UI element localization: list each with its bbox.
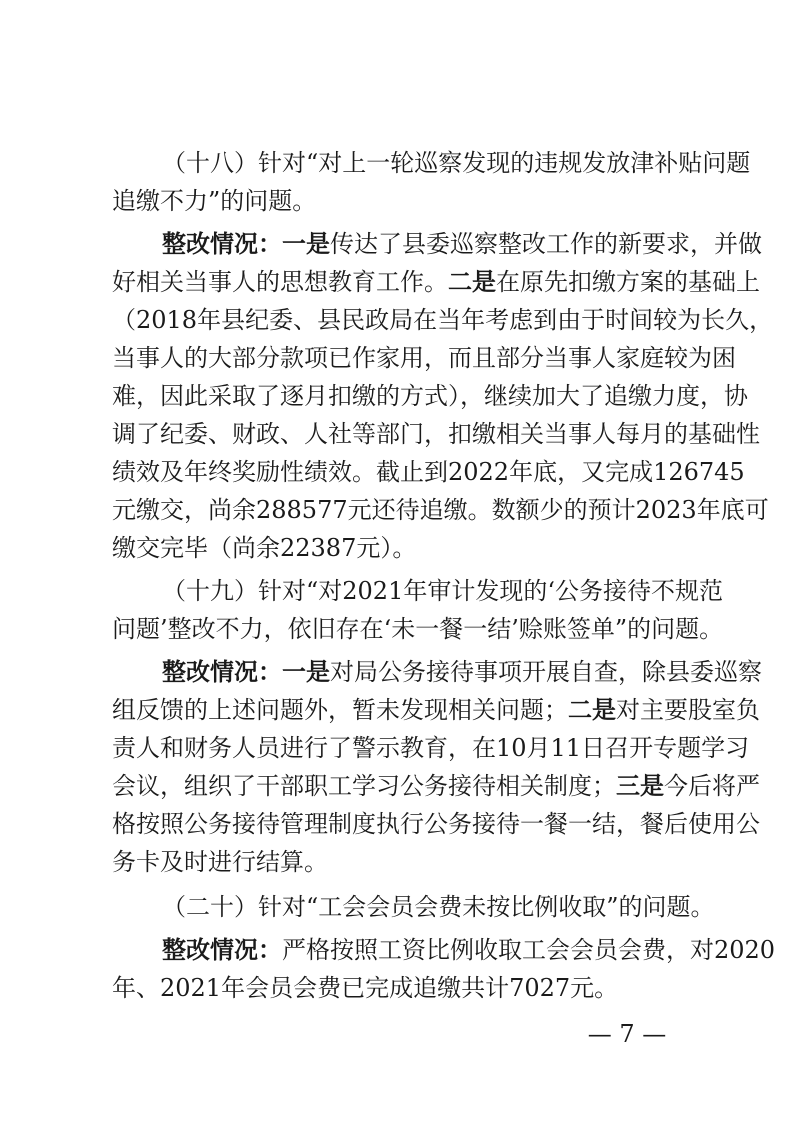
text-run: 当事人的大部分款项已作家用，而且部分当事人家庭较为困 <box>112 344 736 372</box>
text-run: 责人和财务人员进行了警示教育，在10月11日召开专题学习 <box>112 734 750 762</box>
text-run: 格按照公务接待管理制度执行公务接待一餐一结，餐后使用公 <box>112 810 760 838</box>
text-run: 追缴不力”的问题。 <box>112 187 317 215</box>
bold-label: 整改情况： <box>162 935 282 964</box>
paragraph-2-line-2 <box>112 264 760 300</box>
paragraph-1-line-2 <box>112 183 692 219</box>
bold-label: 整改情况： <box>162 229 282 258</box>
paragraph-2-line-4 <box>112 340 736 376</box>
text-run: （2018年县纪委、县民政局在当年考虑到由于时间较为长久， <box>112 306 774 334</box>
bold-label: 一是 <box>282 229 330 258</box>
text-run: 务卡及时进行结算。 <box>112 848 328 876</box>
paragraph-2-line-1 <box>162 226 762 262</box>
paragraph-6-line-1 <box>162 932 776 968</box>
text-run: 组反馈的上述问题外，暂未发现相关问题； <box>112 696 568 724</box>
paragraph-2-line-7 <box>112 454 745 490</box>
paragraph-3-line-1 <box>162 573 723 609</box>
paragraph-1-line-1 <box>162 145 751 181</box>
paragraph-4-line-5 <box>112 806 760 842</box>
page-number: — 7 — <box>587 1020 667 1048</box>
paragraph-4-line-2 <box>112 692 760 728</box>
text-run: 会议，组织了干部职工学习公务接待相关制度； <box>112 772 616 800</box>
bold-label: 三是 <box>616 771 664 800</box>
text-run: 调了纪委、财政、人社等部门，扣缴相关当事人每月的基础性 <box>112 420 760 448</box>
text-run: 难，因此采取了逐月扣缴的方式），继续加大了追缴力度，协 <box>112 382 748 410</box>
text-run: （十九）针对“对2021年审计发现的‘公务接待不规范 <box>162 577 723 605</box>
text-run: 在原先扣缴方案的基础上 <box>496 268 760 296</box>
text-run: 绩效及年终奖励性绩效。截止到2022年底，又完成126745 <box>112 458 745 486</box>
bold-label: 二是 <box>448 267 496 296</box>
paragraph-3-line-2 <box>112 611 724 647</box>
paragraph-4-line-1 <box>162 654 762 690</box>
paragraph-4-line-6 <box>112 844 692 880</box>
paragraph-2-line-3 <box>112 302 774 338</box>
text-run: 传达了县委巡察整改工作的新要求，并做 <box>330 230 762 258</box>
text-run: 年、2021年会员会费已完成追缴共计7027元。 <box>112 974 619 1002</box>
text-run: 缴交完毕（尚余22387元）。 <box>112 534 417 562</box>
text-run: 对局公务接待事项开展自查，除县委巡察 <box>330 658 762 686</box>
paragraph-4-line-3 <box>112 730 750 766</box>
paragraph-2-line-9 <box>112 530 692 566</box>
paragraph-2-line-8 <box>112 492 769 528</box>
paragraph-2-line-5 <box>112 378 748 414</box>
text-run: 对主要股室负 <box>616 696 760 724</box>
text-run: （二十）针对“工会会员会费未按比例收取”的问题。 <box>162 893 715 921</box>
text-run: 元缴交，尚余288577元还待追缴。数额少的预计2023年底可 <box>112 496 769 524</box>
paragraph-2-line-6 <box>112 416 760 452</box>
paragraph-4-line-4 <box>112 768 760 804</box>
text-run: 今后将严 <box>664 772 760 800</box>
paragraph-5-line-1 <box>162 889 715 925</box>
text-run: 严格按照工资比例收取工会会员会费，对2020 <box>282 936 776 964</box>
text-run: 好相关当事人的思想教育工作。 <box>112 268 448 296</box>
bold-label: 二是 <box>568 695 616 724</box>
bold-label: 一是 <box>282 657 330 686</box>
text-run: （十八）针对“对上一轮巡察发现的违规发放津补贴问题 <box>162 149 751 177</box>
bold-label: 整改情况： <box>162 657 282 686</box>
paragraph-6-line-2 <box>112 970 692 1006</box>
text-run: 问题’整改不力，依旧存在‘未一餐一结’赊账签单”的问题。 <box>112 615 724 643</box>
